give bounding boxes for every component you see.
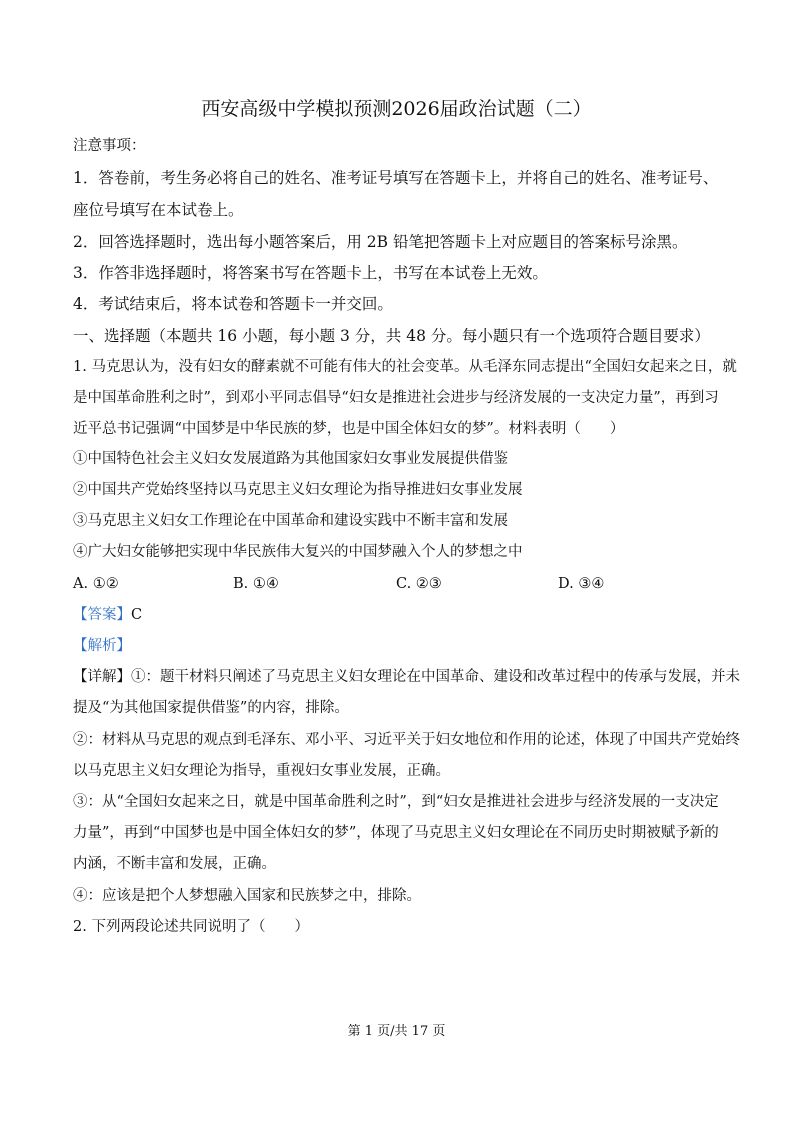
answer-value: C xyxy=(131,607,143,623)
q1-option-b: B. ①④ xyxy=(233,576,279,592)
analysis-heading xyxy=(73,636,131,656)
page-footer: 第 1 页/共 17 页 xyxy=(347,1024,446,1039)
notice-item: 座位号填写在本试卷上。 xyxy=(73,201,244,219)
q1-detail-line: ②：材料从马克思的观点到毛泽东、邓小平、习近平关于妇女地位和作用的论述，体现了中国共产党始终 xyxy=(73,732,740,748)
notice-item: 3．作答非选择题时，将答案书写在答题卡上，书写在本试卷上无效。 xyxy=(73,264,548,282)
q1-detail-line: 力量”，再到“中国梦也是中国全体妇女的梦”，体现了马克思主义妇女理论在不同历史时期被赋予新的 xyxy=(73,825,719,841)
notice-heading: 注意事项： xyxy=(73,138,146,154)
q1-stem-line: 1. 马克思认为，没有妇女的酵素就不可能有伟大的社会变革。从毛泽东同志提出“全国妇女起来之日，就 xyxy=(73,359,737,375)
q1-option-c: C. ②③ xyxy=(396,576,442,592)
answer-tag: 【答案】 xyxy=(73,607,131,623)
q1-statement: ③马克思主义妇女工作理论在中国革命和建设实践中不断丰富和发展 xyxy=(73,513,508,529)
notice-item: 2．回答选择题时，选出每小题答案后，用 2B 铅笔把答题卡上对应题目的答案标号涂黑。 xyxy=(73,233,688,251)
q1-detail-line xyxy=(73,667,740,687)
q1-option-d: D. ③④ xyxy=(558,576,605,592)
detail-text: ①：题干材料只阐述了马克思主义妇女理论在中国革命、建设和改革过程中的传承与发展，并未 xyxy=(131,669,740,685)
q1-detail-line: ④：应该是把个人梦想融入国家和民族梦之中，排除。 xyxy=(73,888,421,904)
q1-answer xyxy=(73,605,142,625)
q1-stem-line: 是中国革命胜利之时”，到邓小平同志倡导“妇女是推进社会进步与经济发展的一支决定力量”，再到习 xyxy=(73,390,719,406)
q1-statement: ②中国共产党始终坚持以马克思主义妇女理论为指导推进妇女事业发展 xyxy=(73,482,523,498)
analysis-tag: 【解析】 xyxy=(73,638,131,654)
q1-detail-line: 提及“为其他国家提供借鉴”的内容，排除。 xyxy=(73,700,349,716)
notice-item: 4．考试结束后，将本试卷和答题卡一并交回。 xyxy=(73,295,393,313)
q1-option-a: A. ①② xyxy=(73,576,119,592)
q1-statement: ④广大妇女能够把实现中华民族伟大复兴的中国梦融入个人的梦想之中 xyxy=(73,544,523,560)
q1-detail-line: 以马克思主义妇女理论为指导，重视妇女事业发展，正确。 xyxy=(73,763,450,779)
notice-item: 1．答卷前，考生务必将自己的姓名、准考证号填写在答题卡上，并将自己的姓名、准考证号、 xyxy=(73,169,719,187)
q1-detail-line: 内涵，不断丰富和发展，正确。 xyxy=(73,856,276,872)
detail-tag: 【详解】 xyxy=(73,669,131,685)
document-title: 西安高级中学模拟预测2026届政治试题（二） xyxy=(201,98,592,120)
q1-stem-line: 近平总书记强调“中国梦是中华民族的梦，也是中国全体妇女的梦”。材料表明（ ） xyxy=(73,421,625,437)
q1-detail-line: ③：从“全国妇女起来之日，就是中国革命胜利之时”，到“妇女是推进社会进步与经济发展的一支决定 xyxy=(73,794,719,810)
q1-statement: ①中国特色社会主义妇女发展道路为其他国家妇女事业发展提供借鉴 xyxy=(73,451,508,467)
section-heading: 一、选择题（本题共 16 小题，每小题 3 分，共 48 分。每小题只有一个选项符合题目要求） xyxy=(73,327,710,345)
q2-stem: 2. 下列两段论述共同说明了（ ） xyxy=(73,919,309,935)
